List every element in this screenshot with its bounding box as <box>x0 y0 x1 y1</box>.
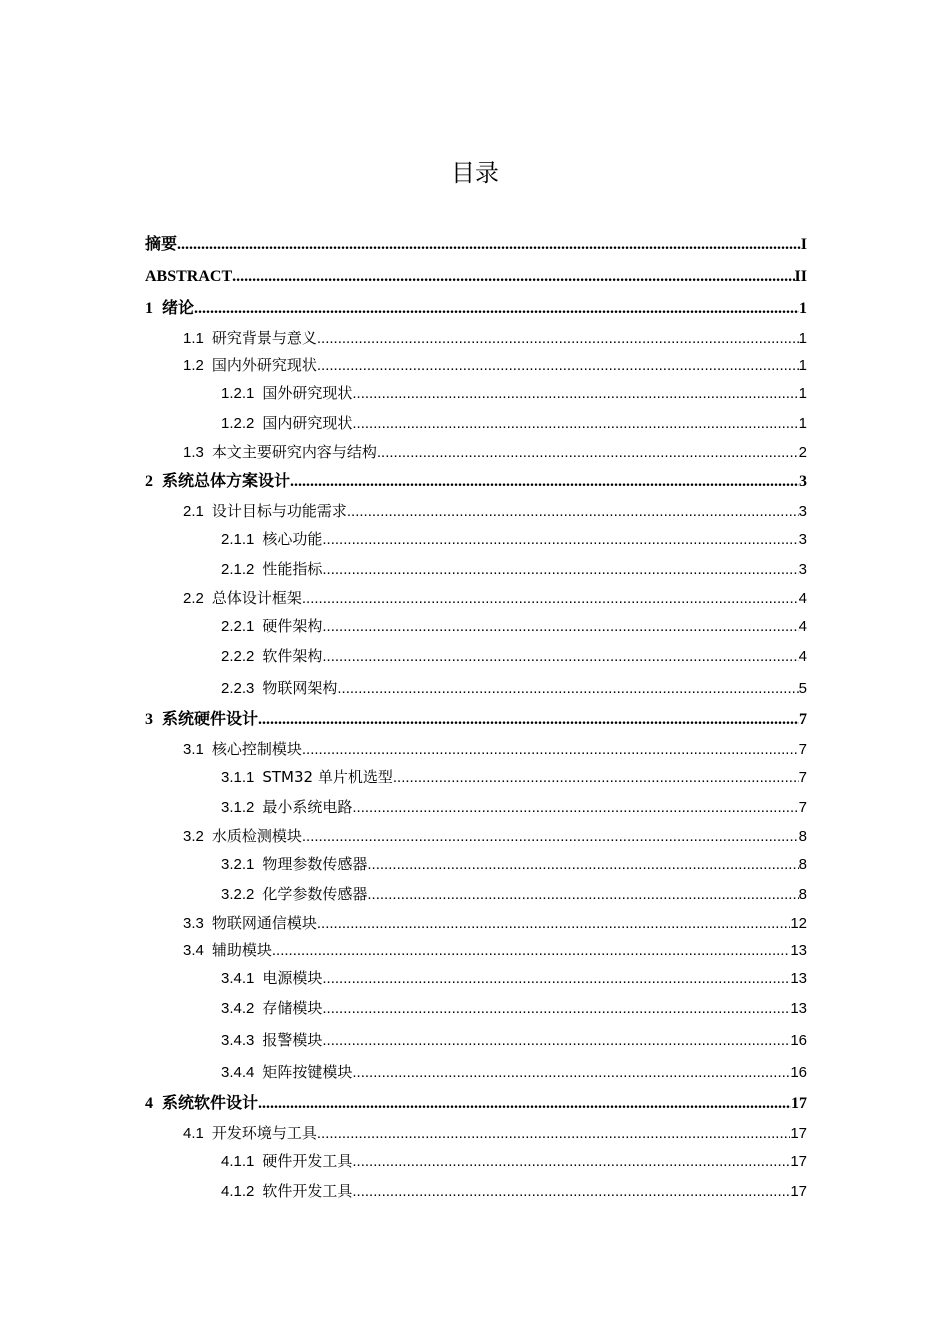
toc-entry-label: 系统硬件设计 <box>162 711 259 728</box>
toc-entry-number: 3.3 <box>183 915 204 932</box>
toc-entry-label: 研究背景与意义 <box>211 329 317 347</box>
toc-entry-page-number: 13 <box>790 942 807 959</box>
toc-dot-leader <box>272 937 790 964</box>
toc-entry-number: 3.4.4 <box>221 1064 255 1081</box>
toc-entry-label: 国外研究现状 <box>262 384 353 402</box>
toc-entry-page-number: 8 <box>798 828 807 845</box>
toc-entry-number: 3.1 <box>183 741 204 758</box>
toc-dot-leader <box>322 641 798 673</box>
toc-entry-number: 2.1.2 <box>221 561 255 578</box>
toc-entry-label: 软件开发工具 <box>262 1182 353 1200</box>
toc-entry-page-number: 3 <box>798 503 807 520</box>
toc-entry-number: 2.2.3 <box>221 680 255 697</box>
toc-entry[interactable] <box>145 553 807 585</box>
toc-entry[interactable] <box>145 1088 807 1120</box>
toc-dot-leader <box>322 965 790 993</box>
toc-entry-number: 4.1 <box>183 1125 204 1142</box>
toc-dot-leader <box>377 439 799 466</box>
toc-dot-leader <box>352 1057 790 1089</box>
toc-entry-label: 系统软件设计 <box>162 1095 259 1112</box>
toc-entry-page-number: 7 <box>798 799 807 816</box>
toc-entry-number: 3.1.2 <box>221 799 255 816</box>
toc-entry-page-number: 16 <box>790 1064 807 1081</box>
toc-dot-leader <box>322 526 798 554</box>
toc-entry-page-number: 17 <box>790 1183 807 1200</box>
toc-entry-page-number: 17 <box>790 1125 807 1142</box>
toc-entry-number: 3.2.2 <box>221 886 255 903</box>
toc-entry-page-number: II <box>794 268 807 285</box>
toc-dot-leader <box>317 325 799 352</box>
toc-dot-leader <box>317 352 799 379</box>
toc-dot-leader <box>194 293 799 325</box>
toc-entry-label: 水质检测模块 <box>211 827 302 845</box>
toc-dot-leader <box>302 585 799 612</box>
toc-entry-label: 矩阵按键模块 <box>262 1063 353 1081</box>
toc-entry-label: 电源模块 <box>262 969 323 987</box>
toc-entry-page-number: 16 <box>790 1032 807 1049</box>
toc-entry-label: 辅助模块 <box>211 941 272 959</box>
toc-dot-leader <box>352 380 798 408</box>
toc-entry-page-number: 1 <box>798 330 807 347</box>
toc-entry-label: 摘要 <box>145 236 178 253</box>
toc-entry[interactable] <box>145 229 807 261</box>
toc-dot-leader <box>290 466 799 498</box>
toc-entry-page-number: 5 <box>798 680 807 697</box>
toc-dot-leader <box>177 229 801 261</box>
toc-dot-leader <box>352 792 798 824</box>
toc-entry-page-number: 8 <box>798 856 807 873</box>
toc-entry-label: 硬件开发工具 <box>262 1152 353 1170</box>
toc-entry[interactable] <box>145 640 807 672</box>
toc-entry[interactable] <box>145 325 807 352</box>
toc-entry-label: 本文主要研究内容与结构 <box>211 443 377 461</box>
toc-entry-label: 软件架构 <box>262 647 323 665</box>
toc-entry[interactable] <box>145 498 807 525</box>
toc-entry-page-number: 4 <box>798 648 807 665</box>
toc-entry-page-number: 7 <box>798 769 807 786</box>
toc-dot-leader <box>322 613 798 641</box>
toc-entry-number: 2.2.2 <box>221 648 255 665</box>
toc-entry-page-number: 13 <box>790 970 807 987</box>
toc-entry[interactable] <box>145 992 807 1024</box>
toc-entry[interactable] <box>145 1175 807 1207</box>
toc-entry-number: 3.2.1 <box>221 856 255 873</box>
toc-entry-label: 核心控制模块 <box>211 740 302 758</box>
toc-entry-label: 绪论 <box>162 300 195 317</box>
toc-entry-number: 3.4.1 <box>221 970 255 987</box>
toc-entry[interactable] <box>145 704 807 736</box>
toc-entry-label: 国内外研究现状 <box>211 356 317 374</box>
toc-dot-leader <box>352 1176 790 1208</box>
toc-entry[interactable] <box>145 763 807 791</box>
toc-entry[interactable] <box>145 1120 807 1147</box>
toc-entry-page-number: I <box>800 236 807 253</box>
toc-entry[interactable] <box>145 1147 807 1175</box>
toc-entry[interactable] <box>145 672 807 704</box>
toc-entry-label: 系统总体方案设计 <box>162 473 291 490</box>
toc-entry[interactable] <box>145 379 807 407</box>
toc-dot-leader <box>322 1025 790 1057</box>
toc-entry[interactable] <box>145 850 807 878</box>
toc-entry-label: 化学参数传感器 <box>262 885 368 903</box>
toc-entry[interactable] <box>145 910 807 937</box>
toc-entry[interactable] <box>145 293 807 325</box>
toc-entry-number: 1.2 <box>183 357 204 374</box>
toc-dot-leader <box>352 1148 790 1176</box>
toc-entry-page-number: 12 <box>790 915 807 932</box>
toc-entry-page-number: 17 <box>791 1095 807 1112</box>
toc-entry-number: 4.1.1 <box>221 1153 255 1170</box>
toc-entry-page-number: 4 <box>798 590 807 607</box>
toc-dot-leader <box>347 498 799 525</box>
toc-dot-leader <box>352 408 798 440</box>
toc-dot-leader <box>367 851 798 879</box>
toc-dot-leader <box>317 1120 790 1147</box>
toc-entry-number: 1.2.1 <box>221 385 255 402</box>
toc-entry[interactable] <box>145 1024 807 1056</box>
toc-entry[interactable] <box>145 407 807 439</box>
toc-entry[interactable] <box>145 1056 807 1088</box>
toc-entry-label: 性能指标 <box>262 560 323 578</box>
toc-dot-leader <box>322 993 790 1025</box>
toc-entry-number: 2.1.1 <box>221 531 255 548</box>
toc-entry[interactable] <box>145 466 807 498</box>
toc-entry-number: 3.4 <box>183 942 204 959</box>
toc-entry-number: 3.2 <box>183 828 204 845</box>
toc-dot-leader <box>258 704 799 736</box>
toc-entry-page-number: 1 <box>799 300 807 317</box>
toc-entry[interactable] <box>145 585 807 612</box>
toc-entry[interactable] <box>145 937 807 964</box>
toc-entry-number: 3.1.1 <box>221 769 255 786</box>
toc-entry-label: 存储模块 <box>262 999 323 1017</box>
toc-dot-leader <box>232 261 794 293</box>
toc-entry-label: 物联网通信模块 <box>211 914 317 932</box>
toc-entry-page-number: 8 <box>798 886 807 903</box>
toc-dot-leader <box>258 1088 791 1120</box>
toc-entry-page-number: 3 <box>798 561 807 578</box>
toc-entry-label: 最小系统电路 <box>262 798 353 816</box>
toc-entry-page-number: 1 <box>798 415 807 432</box>
toc-entry-page-number: 7 <box>799 711 807 728</box>
toc-entry-page-number: 1 <box>798 385 807 402</box>
toc-entry-label: 物联网架构 <box>262 679 338 697</box>
toc-dot-leader <box>302 823 799 850</box>
toc-entry-label: 设计目标与功能需求 <box>211 502 347 520</box>
toc-entry-number: 3 <box>145 711 153 728</box>
toc-entry[interactable] <box>145 736 807 763</box>
toc-entry[interactable] <box>145 791 807 823</box>
toc-entry-number: 2.1 <box>183 503 204 520</box>
toc-entry-page-number: 3 <box>799 473 807 490</box>
toc-entry[interactable] <box>145 878 807 910</box>
toc-entry-number: 1.2.2 <box>221 415 255 432</box>
toc-entry-number: 1.3 <box>183 444 204 461</box>
toc-dot-leader <box>322 554 798 586</box>
toc-entry-number: 2.2.1 <box>221 618 255 635</box>
toc-entry-number: 1 <box>145 300 153 317</box>
toc-entry-label: 物理参数传感器 <box>262 855 368 873</box>
toc-entry-page-number: 3 <box>798 531 807 548</box>
toc-entry-label: 总体设计框架 <box>211 589 302 607</box>
toc-entry-number: 2 <box>145 473 153 490</box>
toc-dot-leader <box>367 879 798 911</box>
toc-entry-number: 1.1 <box>183 330 204 347</box>
toc-entry-number: 3.4.3 <box>221 1032 255 1049</box>
toc-dot-leader <box>337 673 798 705</box>
toc-entry-page-number: 4 <box>798 618 807 635</box>
toc-entry-label: 报警模块 <box>262 1031 323 1049</box>
page-title: 目录 <box>451 159 499 187</box>
toc-entry[interactable] <box>145 612 807 640</box>
toc-entry-number: 3.4.2 <box>221 1000 255 1017</box>
toc-entry-number: 4.1.2 <box>221 1183 255 1200</box>
toc-entry[interactable] <box>145 439 807 466</box>
toc-entry-number: 2.2 <box>183 590 204 607</box>
toc-entry-label: ABSTRACT <box>145 268 233 285</box>
toc-entry-label: 核心功能 <box>262 530 323 548</box>
toc-entry-label: 国内研究现状 <box>262 414 353 432</box>
toc-entry-label: STM32 单片机选型 <box>262 768 393 786</box>
toc-entry-page-number: 1 <box>798 357 807 374</box>
toc-entry[interactable] <box>145 823 807 850</box>
toc-entry[interactable] <box>145 525 807 553</box>
toc-dot-leader <box>302 736 799 763</box>
toc-entry-page-number: 17 <box>790 1153 807 1170</box>
table-of-contents <box>145 229 807 1207</box>
toc-entry-page-number: 13 <box>790 1000 807 1017</box>
toc-entry[interactable] <box>145 261 807 293</box>
toc-entry-number: 4 <box>145 1095 153 1112</box>
toc-entry-label: 硬件架构 <box>262 617 323 635</box>
toc-entry-page-number: 7 <box>798 741 807 758</box>
toc-dot-leader <box>393 764 799 792</box>
toc-entry-label: 开发环境与工具 <box>211 1124 317 1142</box>
toc-entry[interactable] <box>145 352 807 379</box>
toc-entry[interactable] <box>145 964 807 992</box>
toc-dot-leader <box>317 910 790 937</box>
toc-entry-page-number: 2 <box>798 444 807 461</box>
